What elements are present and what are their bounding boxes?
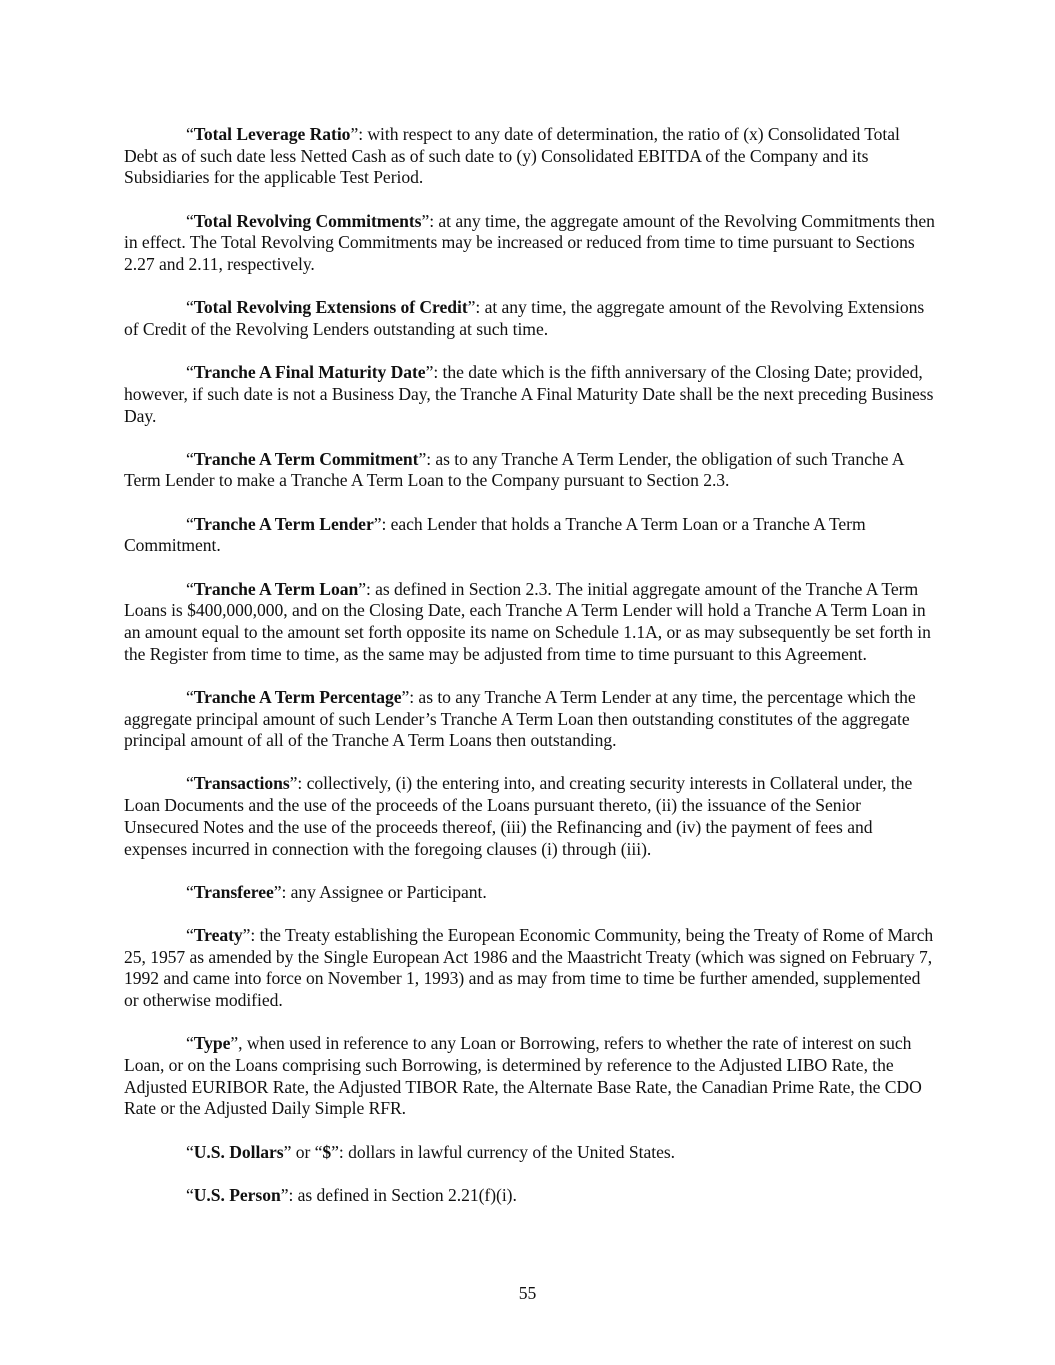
defined-term: Tranche A Term Loan [193, 578, 359, 599]
definition-text: ”: at any time, the aggregate amount of the Revolving Extensions of Credit of the Revolving Lenders outstanding at such time. [124, 297, 925, 339]
open-quote: “ [186, 1033, 194, 1054]
definition-text: ”: collectively, (i) the entering into, and creating security interests in Collateral under, the Loan Documents and the use of the proceeds of the Loans pursuant thereto, (ii) the issuance of the Senior Unsecured Notes and the use of the proceeds thereof, (iii) the Refinancing and (iv) the payment of fees and expenses incurred in connection with the foregoing clauses (i) through (iii). [124, 773, 913, 859]
definition-transactions [124, 773, 936, 860]
open-quote: “ [186, 578, 194, 599]
document-body [124, 124, 936, 1228]
open-quote: “ [186, 686, 194, 707]
open-quote: “ [186, 1141, 194, 1162]
page-number: 55 [518, 1283, 537, 1303]
definition-text: ”: as to any Tranche A Term Lender, the obligation of such Tranche A Term Lender to make a Tranche A Term Loan to the Company pursuant to Section 2.3. [124, 448, 904, 491]
definition-tranche-a-term-lender [124, 514, 936, 557]
definition-total-revolving-commitments [124, 211, 936, 276]
definition-text: ”: the date which is the fifth anniversary of the Closing Date; provided, however, if such date is not a Business Day, the Tranche A Final Maturity Date shall be the next preceding Business Day. [124, 362, 934, 426]
defined-term: Tranche A Final Maturity Date [193, 362, 426, 383]
defined-term: Total Revolving Extensions of Credit [193, 297, 468, 318]
definition-text: ”: dollars in lawful currency of the United States. [331, 1141, 675, 1162]
defined-term: Transactions [193, 773, 290, 794]
defined-term-symbol: $ [322, 1141, 332, 1162]
open-quote: “ [186, 297, 194, 318]
definition-text: ”: with respect to any date of determination, the ratio of (x) Consolidated Total Debt as of such date less Netted Cash as of such date to (y) Consolidated EBITDA of the Company and its Subsidiaries for the applicable Test Period. [124, 124, 900, 188]
definition-tranche-a-term-commitment [124, 449, 936, 492]
definition-tranche-a-final-maturity-date [124, 362, 936, 427]
open-quote: “ [186, 1184, 194, 1205]
defined-term: Type [193, 1033, 231, 1054]
definition-text: ”: the Treaty establishing the European Economic Community, being the Treaty of Rome of March 25, 1957 as amended by the Single European Act 1986 and the Maastricht Treaty (which was signed on February 7, 1992 and came into force on November 1, 1993) and as may from time to time be further amended, supplemented or otherwise modified. [124, 924, 934, 1011]
open-quote: “ [186, 362, 194, 383]
open-quote: “ [186, 448, 194, 469]
definition-us-person [124, 1185, 936, 1207]
open-quote: “ [186, 881, 194, 902]
definition-tranche-a-term-loan [124, 579, 936, 666]
defined-term: U.S. Dollars [193, 1141, 284, 1162]
definition-transferee [124, 882, 936, 904]
definition-text: ”: at any time, the aggregate amount of the Revolving Commitments then in effect. The Total Revolving Commitments may be increased or reduced from time to time pursuant to Sections 2.27 and 2.11, respectively. [124, 210, 935, 275]
defined-term: Total Revolving Commitments [193, 210, 422, 231]
defined-term: Total Leverage Ratio [193, 124, 351, 144]
definition-total-leverage-ratio [124, 124, 936, 189]
defined-term: Tranche A Term Lender [193, 513, 374, 534]
definition-text: ”: any Assignee or Participant. [273, 881, 487, 902]
definition-tranche-a-term-percentage [124, 687, 936, 752]
open-quote: “ [186, 924, 194, 945]
defined-term: Transferee [193, 881, 274, 902]
definition-text: ”: as to any Tranche A Term Lender at any time, the percentage which the aggregate principal amount of such Lender’s Tranche A Term Loan then outstanding constitutes of the aggregate principal amount of all of the Tranche A Term Loans then outstanding. [124, 686, 916, 751]
definition-total-revolving-extensions-of-credit [124, 297, 936, 340]
open-quote: “ [186, 210, 194, 231]
definition-text: ”: as defined in Section 2.21(f)(i). [280, 1184, 517, 1205]
defined-term: Treaty [193, 924, 243, 945]
definition-type [124, 1033, 936, 1120]
defined-term: Tranche A Term Percentage [193, 686, 402, 707]
definition-connector: ” or “ [283, 1141, 323, 1162]
definition-treaty [124, 925, 936, 1012]
defined-term: Tranche A Term Commitment [193, 448, 419, 469]
definition-text: ”: each Lender that holds a Tranche A Term Loan or a Tranche A Term Commitment. [124, 513, 866, 556]
open-quote: “ [186, 513, 194, 534]
definition-us-dollars [124, 1142, 936, 1164]
defined-term: U.S. Person [193, 1184, 281, 1205]
definition-text: ”, when used in reference to any Loan or Borrowing, refers to whether the rate of interest on such Loan, or on the Loans comprising such Borrowing, is determined by reference to the Adjusted LIBO Rate, the Adjusted EURIBOR Rate, the Adjusted TIBOR Rate, the Alternate Base Rate, the Canadian Prime Rate, the CDO Rate or the Adjusted Daily Simple RFR. [124, 1033, 922, 1119]
definition-text: ”: as defined in Section 2.3. The initial aggregate amount of the Tranche A Term Loans is $400,000,000, and on the Closing Date, each Tranche A Term Lender will hold a Tranche A Term Loan in an amount equal to the amount set forth opposite its name on Schedule 1.1A, or as may subsequently be set forth in the Register from time to time, as the same may be adjusted from time to time pursuant to this Agreement. [124, 578, 931, 664]
open-quote: “ [186, 773, 194, 794]
open-quote: “ [186, 124, 194, 144]
